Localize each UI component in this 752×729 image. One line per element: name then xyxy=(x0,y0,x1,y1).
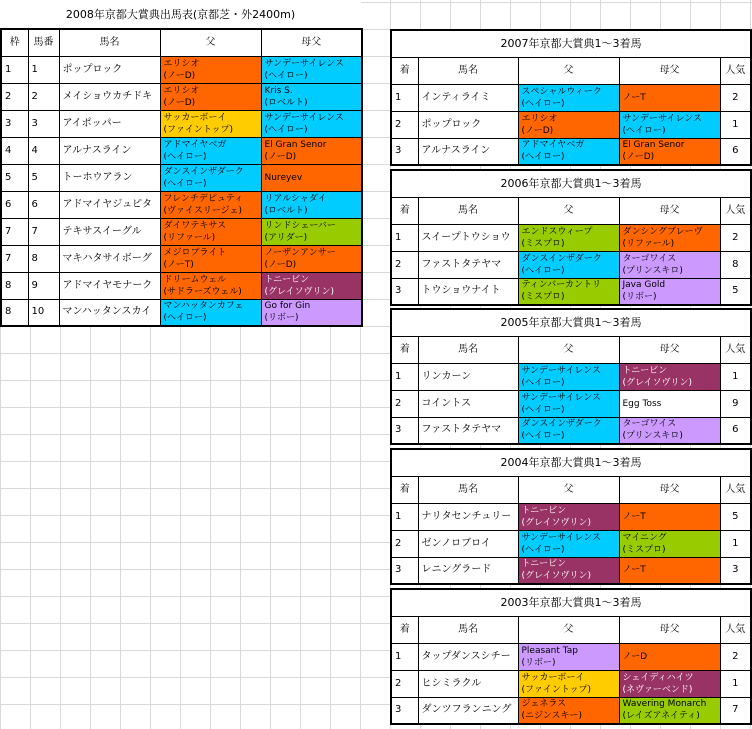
table-row xyxy=(1,83,362,110)
horse-name: ファストタテヤマ xyxy=(418,251,518,278)
results-header-row xyxy=(391,57,751,84)
broodmare-sire-cell: Java Gold (リボー) xyxy=(619,278,720,305)
broodmare-sire-cell: Egg Toss xyxy=(619,390,720,417)
header-umaban: 馬番 xyxy=(28,29,59,56)
table-row xyxy=(1,110,362,137)
horse-name: アイポッパー xyxy=(59,110,160,137)
horse-name: マキハタサイボーグ xyxy=(59,245,160,272)
table-row xyxy=(391,363,751,390)
entry-rows xyxy=(1,56,362,326)
waku-number: 2 xyxy=(1,83,28,110)
results-title-row xyxy=(391,449,751,476)
finish-position: 3 xyxy=(391,278,418,305)
waku-number: 5 xyxy=(1,164,28,191)
sire-cell: トニービン (グレイソヴリン) xyxy=(518,557,619,584)
sire-cell: エリシオ (ノーD) xyxy=(160,56,261,83)
table-row xyxy=(1,218,362,245)
table-row xyxy=(391,138,751,165)
sire-cell: エリシオ (ノーD) xyxy=(518,111,619,138)
waku-number: 7 xyxy=(1,218,28,245)
header-popularity: 人気 xyxy=(720,476,751,503)
header-broodmare-sire: 母父 xyxy=(619,336,720,363)
broodmare-sire-cell: トニービン (グレイソヴリン) xyxy=(261,272,362,299)
results-table xyxy=(390,308,752,445)
header-sire: 父 xyxy=(518,336,619,363)
results-table xyxy=(390,169,752,306)
results-title-row xyxy=(391,309,751,336)
sire-cell: ダンスインザダーク (ヘイロー) xyxy=(518,251,619,278)
broodmare-sire-cell: ノーD xyxy=(619,643,720,670)
umaban-number: 1 xyxy=(28,56,59,83)
broodmare-sire-cell: ターゴワイス (プリンスキロ) xyxy=(619,251,720,278)
horse-name: テキサスイーグル xyxy=(59,218,160,245)
table-row xyxy=(391,278,751,305)
waku-number: 8 xyxy=(1,272,28,299)
table-row xyxy=(391,84,751,111)
sire-cell: ティンバーカントリ (ミスプロ) xyxy=(518,278,619,305)
popularity: 1 xyxy=(720,111,751,138)
popularity: 2 xyxy=(720,643,751,670)
broodmare-sire-cell: シェイディハイツ (ネヴァーベンド) xyxy=(619,670,720,697)
results-header-row xyxy=(391,197,751,224)
horse-name: ポップロック xyxy=(418,111,518,138)
umaban-number: 7 xyxy=(28,218,59,245)
sire-cell: エンドスウィープ (ミスプロ) xyxy=(518,224,619,251)
results-title-row xyxy=(391,170,751,197)
horse-name: ダンツフランニング xyxy=(418,697,518,724)
waku-number: 1 xyxy=(1,56,28,83)
table-row xyxy=(391,417,751,444)
results-header-row xyxy=(391,476,751,503)
sire-cell: ドリームウェル (サドラーズウェル) xyxy=(160,272,261,299)
finish-position: 3 xyxy=(391,417,418,444)
header-sire: 父 xyxy=(518,616,619,643)
sire-cell: アドマイヤベガ (ヘイロー) xyxy=(518,138,619,165)
finish-position: 1 xyxy=(391,643,418,670)
popularity: 3 xyxy=(720,557,751,584)
sire-cell: ダンスインザダーク (ヘイロー) xyxy=(518,417,619,444)
horse-name: インティライミ xyxy=(418,84,518,111)
header-broodmare-sire: 母父 xyxy=(619,197,720,224)
results-title-row xyxy=(391,30,751,57)
horse-name: タップダンスシチー xyxy=(418,643,518,670)
sire-cell: スペシャルウィーク (ヘイロー) xyxy=(518,84,619,111)
table-row xyxy=(1,272,362,299)
sire-cell: サンデーサイレンス (ヘイロー) xyxy=(518,390,619,417)
horse-name: マンハッタンスカイ xyxy=(59,299,160,326)
popularity: 1 xyxy=(720,670,751,697)
finish-position: 1 xyxy=(391,84,418,111)
results-table xyxy=(390,29,752,166)
popularity: 5 xyxy=(720,278,751,305)
table-row xyxy=(391,530,751,557)
sire-cell: エリシオ (ノーD) xyxy=(160,83,261,110)
broodmare-sire-cell: Wavering Monarch (レイズアネイティ) xyxy=(619,697,720,724)
finish-position: 2 xyxy=(391,390,418,417)
table-row xyxy=(391,111,751,138)
finish-position: 2 xyxy=(391,670,418,697)
header-popularity: 人気 xyxy=(720,57,751,84)
results-title: 2003年京都大賞典1～3着馬 xyxy=(391,589,751,616)
horse-name: トーホウアラン xyxy=(59,164,160,191)
popularity: 7 xyxy=(720,697,751,724)
horse-name: アドマイヤモナーク xyxy=(59,272,160,299)
waku-number: 3 xyxy=(1,110,28,137)
popularity: 6 xyxy=(720,417,751,444)
finish-position: 3 xyxy=(391,697,418,724)
horse-name: ヒシミラクル xyxy=(418,670,518,697)
waku-number: 7 xyxy=(1,245,28,272)
finish-position: 3 xyxy=(391,138,418,165)
header-horse-name: 馬名 xyxy=(418,336,518,363)
header-waku: 枠 xyxy=(1,29,28,56)
horse-name: ファストタテヤマ xyxy=(418,417,518,444)
umaban-number: 9 xyxy=(28,272,59,299)
horse-name: アルナスライン xyxy=(59,137,160,164)
table-row xyxy=(1,191,362,218)
header-broodmare-sire: 母父 xyxy=(261,29,362,56)
broodmare-sire-cell: サンデーサイレンス (ヘイロー) xyxy=(261,56,362,83)
popularity: 6 xyxy=(720,138,751,165)
sire-cell: サッカーボーイ (ファイントップ) xyxy=(518,670,619,697)
finish-position: 2 xyxy=(391,530,418,557)
results-title: 2005年京都大賞典1～3着馬 xyxy=(391,309,751,336)
popularity: 9 xyxy=(720,390,751,417)
finish-position: 1 xyxy=(391,363,418,390)
table-row xyxy=(391,390,751,417)
results-title-row xyxy=(391,589,751,616)
broodmare-sire-cell: ノーT xyxy=(619,557,720,584)
results-table xyxy=(390,448,752,585)
table-row xyxy=(1,137,362,164)
finish-position: 1 xyxy=(391,503,418,530)
table-row xyxy=(391,670,751,697)
popularity: 8 xyxy=(720,251,751,278)
broodmare-sire-cell: ノーザンアンサー (ノーD) xyxy=(261,245,362,272)
header-horse-name: 馬名 xyxy=(59,29,160,56)
table-row xyxy=(391,503,751,530)
waku-number: 4 xyxy=(1,137,28,164)
broodmare-sire-cell: サンデーサイレンス (ヘイロー) xyxy=(261,110,362,137)
results-title: 2007年京都大賞典1～3着馬 xyxy=(391,30,751,57)
broodmare-sire-cell: マイニング (ミスプロ) xyxy=(619,530,720,557)
finish-position: 2 xyxy=(391,251,418,278)
broodmare-sire-cell: ノーT xyxy=(619,84,720,111)
horse-name: アドマイヤジュピタ xyxy=(59,191,160,218)
header-sire: 父 xyxy=(518,476,619,503)
table-row xyxy=(391,697,751,724)
broodmare-sire-cell: Kris S. (ロベルト) xyxy=(261,83,362,110)
sire-cell: トニービン (グレイソヴリン) xyxy=(518,503,619,530)
broodmare-sire-cell: El Gran Senor (ノーD) xyxy=(261,137,362,164)
horse-name: アルナスライン xyxy=(418,138,518,165)
horse-name: リンカーン xyxy=(418,363,518,390)
header-sire: 父 xyxy=(518,197,619,224)
horse-name: レニングラード xyxy=(418,557,518,584)
horse-name: ポップロック xyxy=(59,56,160,83)
header-broodmare-sire: 母父 xyxy=(619,616,720,643)
header-position: 着 xyxy=(391,197,418,224)
horse-name: スイープトウショウ xyxy=(418,224,518,251)
broodmare-sire-cell: サンデーサイレンス (ヘイロー) xyxy=(619,111,720,138)
horse-name: トウショウナイト xyxy=(418,278,518,305)
umaban-number: 5 xyxy=(28,164,59,191)
results-table xyxy=(390,588,752,725)
broodmare-sire-cell: トニービン (グレイソヴリン) xyxy=(619,363,720,390)
broodmare-sire-cell: ターゴワイス (プリンスキロ) xyxy=(619,417,720,444)
sire-cell: ダンスインザダーク (ヘイロー) xyxy=(160,164,261,191)
entry-table-title: 2008年京都大賞典出馬表(京都芝・外2400m) xyxy=(0,0,361,28)
results-header-row xyxy=(391,336,751,363)
header-broodmare-sire: 母父 xyxy=(619,476,720,503)
header-sire: 父 xyxy=(160,29,261,56)
umaban-number: 6 xyxy=(28,191,59,218)
finish-position: 1 xyxy=(391,224,418,251)
sire-cell: ダイワテキサス (リファール) xyxy=(160,218,261,245)
entry-table xyxy=(0,28,363,327)
broodmare-sire-cell: リアルシャダイ (ロベルト) xyxy=(261,191,362,218)
header-sire: 父 xyxy=(518,57,619,84)
broodmare-sire-cell: El Gran Senor (ノーD) xyxy=(619,138,720,165)
header-broodmare-sire: 母父 xyxy=(619,57,720,84)
horse-name: メイショウカチドキ xyxy=(59,83,160,110)
horse-name: ゼンノロブロイ xyxy=(418,530,518,557)
table-row xyxy=(1,164,362,191)
finish-position: 3 xyxy=(391,557,418,584)
umaban-number: 8 xyxy=(28,245,59,272)
popularity: 1 xyxy=(720,530,751,557)
header-popularity: 人気 xyxy=(720,616,751,643)
table-row xyxy=(391,643,751,670)
table-row xyxy=(391,251,751,278)
broodmare-sire-cell: Nureyev xyxy=(261,164,362,191)
header-horse-name: 馬名 xyxy=(418,616,518,643)
waku-number: 8 xyxy=(1,299,28,326)
umaban-number: 4 xyxy=(28,137,59,164)
header-horse-name: 馬名 xyxy=(418,476,518,503)
horse-name: ナリタセンチュリー xyxy=(418,503,518,530)
umaban-number: 3 xyxy=(28,110,59,137)
umaban-number: 10 xyxy=(28,299,59,326)
header-horse-name: 馬名 xyxy=(418,197,518,224)
sire-cell: サンデーサイレンス (ヘイロー) xyxy=(518,530,619,557)
results-title: 2006年京都大賞典1～3着馬 xyxy=(391,170,751,197)
sire-cell: Pleasant Tap (リボー) xyxy=(518,643,619,670)
sire-cell: マンハッタンカフェ (ヘイロー) xyxy=(160,299,261,326)
header-position: 着 xyxy=(391,57,418,84)
header-position: 着 xyxy=(391,616,418,643)
waku-number: 6 xyxy=(1,191,28,218)
results-header-row xyxy=(391,616,751,643)
broodmare-sire-cell: リンドシェーバー (アリダー) xyxy=(261,218,362,245)
umaban-number: 2 xyxy=(28,83,59,110)
sire-cell: フレンチデピュティ (ヴァイスリージェ) xyxy=(160,191,261,218)
sire-cell: メジロブライト (ノーT) xyxy=(160,245,261,272)
table-row xyxy=(1,56,362,83)
popularity: 1 xyxy=(720,363,751,390)
broodmare-sire-cell: ダンシングブレーヴ (リファール) xyxy=(619,224,720,251)
sire-cell: サッカーボーイ (ファイントップ) xyxy=(160,110,261,137)
header-position: 着 xyxy=(391,336,418,363)
header-horse-name: 馬名 xyxy=(418,57,518,84)
sire-cell: サンデーサイレンス (ヘイロー) xyxy=(518,363,619,390)
table-row xyxy=(391,224,751,251)
header-popularity: 人気 xyxy=(720,336,751,363)
results-title: 2004年京都大賞典1～3着馬 xyxy=(391,449,751,476)
header-position: 着 xyxy=(391,476,418,503)
broodmare-sire-cell: Go for Gin (リボー) xyxy=(261,299,362,326)
sire-cell: ジェネラス (ニジンスキー) xyxy=(518,697,619,724)
popularity: 2 xyxy=(720,84,751,111)
horse-name: コイントス xyxy=(418,390,518,417)
popularity: 5 xyxy=(720,503,751,530)
table-row xyxy=(391,557,751,584)
broodmare-sire-cell: ノーT xyxy=(619,503,720,530)
sire-cell: アドマイヤベガ (ヘイロー) xyxy=(160,137,261,164)
table-row xyxy=(1,299,362,326)
header-popularity: 人気 xyxy=(720,197,751,224)
finish-position: 2 xyxy=(391,111,418,138)
popularity: 2 xyxy=(720,224,751,251)
table-row xyxy=(1,245,362,272)
